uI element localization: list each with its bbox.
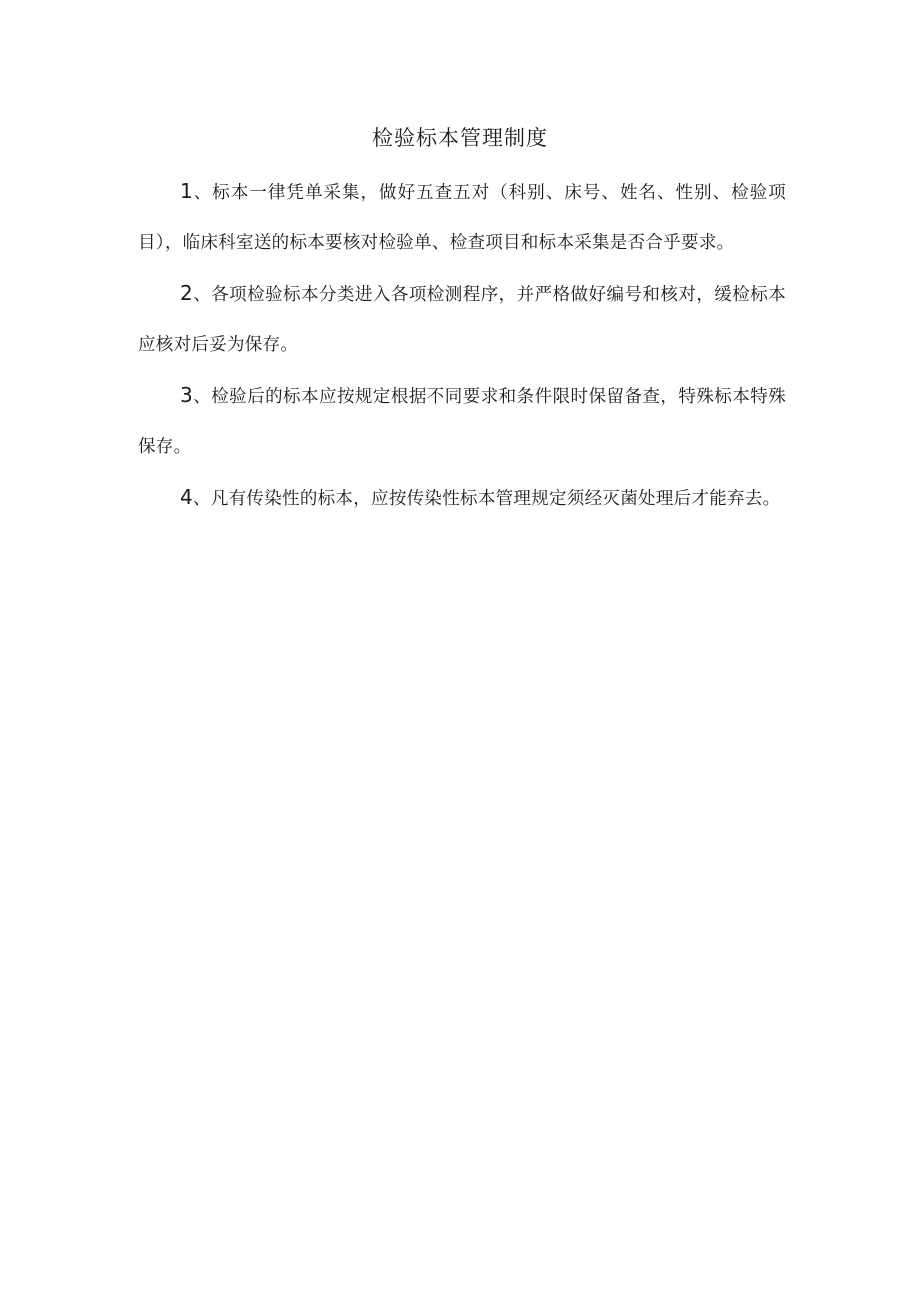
paragraph-text: 、标本一律凭单采集，做好五查五对（科别、床号、姓名、性别、检验项目），临床科室送的标本要核对检验单、检查项目和标本采集是否合乎要求。 xyxy=(138,183,786,253)
paragraph-4 xyxy=(138,472,786,524)
paragraph-3 xyxy=(138,370,786,472)
paragraph-number: 1 xyxy=(180,179,194,203)
document-title: 检验标本管理制度 xyxy=(372,126,548,150)
paragraph-text: 、检验后的标本应按规定根据不同要求和条件限时保留备查，特殊标本特殊保存。 xyxy=(138,387,786,457)
paragraph-2 xyxy=(138,268,786,370)
document-body xyxy=(138,166,786,524)
paragraph-number: 4 xyxy=(180,485,194,509)
paragraph-number: 2 xyxy=(180,281,194,305)
paragraph-number: 3 xyxy=(180,383,194,407)
paragraph-1 xyxy=(138,166,786,268)
paragraph-text: 、各项检验标本分类进入各项检测程序，并严格做好编号和核对，缓检标本应核对后妥为保存。 xyxy=(138,285,786,355)
paragraph-text: 、凡有传染性的标本，应按传染性标本管理规定须经灭菌处理后才能弃去。 xyxy=(193,489,781,509)
